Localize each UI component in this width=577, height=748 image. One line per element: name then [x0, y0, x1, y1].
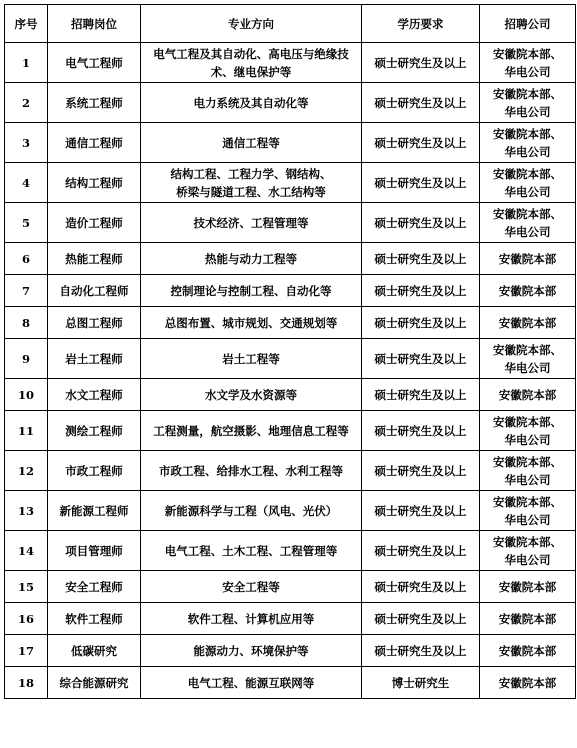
- cell-position: 软件工程师: [48, 603, 141, 635]
- cell-company: 安徽院本部、 华电公司: [480, 83, 576, 123]
- cell-no: 16: [5, 603, 48, 635]
- table-row: [5, 163, 576, 203]
- cell-major: 水文学及水资源等: [141, 379, 362, 411]
- cell-major: 电力系统及其自动化等: [141, 83, 362, 123]
- recruitment-table-container: [4, 4, 576, 699]
- cell-education: 硕士研究生及以上: [362, 339, 480, 379]
- cell-position: 结构工程师: [48, 163, 141, 203]
- cell-company: 安徽院本部、 华电公司: [480, 411, 576, 451]
- table-row: [5, 83, 576, 123]
- cell-no: 8: [5, 307, 48, 339]
- cell-position: 测绘工程师: [48, 411, 141, 451]
- cell-major: 总图布置、城市规划、交通规划等: [141, 307, 362, 339]
- cell-education: 硕士研究生及以上: [362, 491, 480, 531]
- cell-no: 4: [5, 163, 48, 203]
- cell-company: 安徽院本部、 华电公司: [480, 339, 576, 379]
- cell-company: 安徽院本部、 华电公司: [480, 451, 576, 491]
- table-row: [5, 307, 576, 339]
- table-row: [5, 339, 576, 379]
- cell-no: 2: [5, 83, 48, 123]
- cell-position: 通信工程师: [48, 123, 141, 163]
- cell-company: 安徽院本部、 华电公司: [480, 163, 576, 203]
- cell-position: 项目管理师: [48, 531, 141, 571]
- cell-company: 安徽院本部、 华电公司: [480, 123, 576, 163]
- cell-position: 水文工程师: [48, 379, 141, 411]
- cell-no: 10: [5, 379, 48, 411]
- table-row: [5, 123, 576, 163]
- cell-company: 安徽院本部: [480, 571, 576, 603]
- cell-major: 岩土工程等: [141, 339, 362, 379]
- cell-education: 硕士研究生及以上: [362, 451, 480, 491]
- cell-no: 12: [5, 451, 48, 491]
- header-major: 专业方向: [141, 5, 362, 43]
- cell-education: 硕士研究生及以上: [362, 379, 480, 411]
- cell-company: 安徽院本部: [480, 275, 576, 307]
- cell-education: 硕士研究生及以上: [362, 571, 480, 603]
- cell-education: 硕士研究生及以上: [362, 603, 480, 635]
- cell-no: 7: [5, 275, 48, 307]
- cell-education: 硕士研究生及以上: [362, 163, 480, 203]
- table-row: [5, 275, 576, 307]
- table-row: [5, 667, 576, 699]
- cell-company: 安徽院本部、 华电公司: [480, 203, 576, 243]
- table-row: [5, 411, 576, 451]
- cell-position: 综合能源研究: [48, 667, 141, 699]
- cell-company: 安徽院本部、 华电公司: [480, 531, 576, 571]
- cell-education: 硕士研究生及以上: [362, 531, 480, 571]
- cell-position: 自动化工程师: [48, 275, 141, 307]
- cell-major: 技术经济、工程管理等: [141, 203, 362, 243]
- cell-education: 硕士研究生及以上: [362, 203, 480, 243]
- table-row: [5, 531, 576, 571]
- cell-position: 系统工程师: [48, 83, 141, 123]
- header-education: 学历要求: [362, 5, 480, 43]
- cell-no: 11: [5, 411, 48, 451]
- cell-company: 安徽院本部: [480, 379, 576, 411]
- cell-no: 17: [5, 635, 48, 667]
- cell-major: 通信工程等: [141, 123, 362, 163]
- cell-company: 安徽院本部、 华电公司: [480, 491, 576, 531]
- cell-company: 安徽院本部: [480, 635, 576, 667]
- table-row: [5, 491, 576, 531]
- cell-no: 13: [5, 491, 48, 531]
- cell-major: 控制理论与控制工程、自动化等: [141, 275, 362, 307]
- cell-major: 新能源科学与工程（风电、光伏）: [141, 491, 362, 531]
- cell-major: 电气工程、土木工程、工程管理等: [141, 531, 362, 571]
- cell-education: 硕士研究生及以上: [362, 307, 480, 339]
- cell-major: 结构工程、工程力学、钢结构、 桥梁与隧道工程、水工结构等: [141, 163, 362, 203]
- cell-education: 硕士研究生及以上: [362, 635, 480, 667]
- cell-education: 硕士研究生及以上: [362, 43, 480, 83]
- table-row: [5, 43, 576, 83]
- cell-major: 能源动力、环境保护等: [141, 635, 362, 667]
- cell-company: 安徽院本部、 华电公司: [480, 43, 576, 83]
- cell-education: 硕士研究生及以上: [362, 83, 480, 123]
- recruitment-table: [4, 4, 576, 699]
- cell-position: 安全工程师: [48, 571, 141, 603]
- cell-no: 5: [5, 203, 48, 243]
- cell-position: 总图工程师: [48, 307, 141, 339]
- cell-no: 1: [5, 43, 48, 83]
- cell-no: 6: [5, 243, 48, 275]
- cell-education: 博士研究生: [362, 667, 480, 699]
- cell-company: 安徽院本部: [480, 243, 576, 275]
- cell-major: 市政工程、给排水工程、水利工程等: [141, 451, 362, 491]
- cell-major: 工程测量，航空摄影、地理信息工程等: [141, 411, 362, 451]
- cell-position: 市政工程师: [48, 451, 141, 491]
- cell-company: 安徽院本部: [480, 603, 576, 635]
- cell-position: 新能源工程师: [48, 491, 141, 531]
- cell-education: 硕士研究生及以上: [362, 123, 480, 163]
- table-row: [5, 243, 576, 275]
- cell-no: 9: [5, 339, 48, 379]
- cell-major: 电气工程及其自动化、高电压与绝缘技 术、继电保护等: [141, 43, 362, 83]
- cell-major: 热能与动力工程等: [141, 243, 362, 275]
- header-company: 招聘公司: [480, 5, 576, 43]
- cell-major: 安全工程等: [141, 571, 362, 603]
- cell-no: 14: [5, 531, 48, 571]
- cell-company: 安徽院本部: [480, 667, 576, 699]
- table-row: [5, 379, 576, 411]
- table-row: [5, 451, 576, 491]
- table-row: [5, 635, 576, 667]
- table-header-row: [5, 5, 576, 43]
- cell-no: 15: [5, 571, 48, 603]
- cell-education: 硕士研究生及以上: [362, 243, 480, 275]
- cell-position: 造价工程师: [48, 203, 141, 243]
- header-no: 序号: [5, 5, 48, 43]
- cell-education: 硕士研究生及以上: [362, 275, 480, 307]
- cell-no: 18: [5, 667, 48, 699]
- cell-company: 安徽院本部: [480, 307, 576, 339]
- cell-major: 电气工程、能源互联网等: [141, 667, 362, 699]
- cell-position: 低碳研究: [48, 635, 141, 667]
- cell-position: 热能工程师: [48, 243, 141, 275]
- table-body: [5, 43, 576, 699]
- table-row: [5, 571, 576, 603]
- cell-education: 硕士研究生及以上: [362, 411, 480, 451]
- cell-position: 岩土工程师: [48, 339, 141, 379]
- cell-position: 电气工程师: [48, 43, 141, 83]
- table-row: [5, 203, 576, 243]
- header-position: 招聘岗位: [48, 5, 141, 43]
- table-row: [5, 603, 576, 635]
- cell-major: 软件工程、计算机应用等: [141, 603, 362, 635]
- cell-no: 3: [5, 123, 48, 163]
